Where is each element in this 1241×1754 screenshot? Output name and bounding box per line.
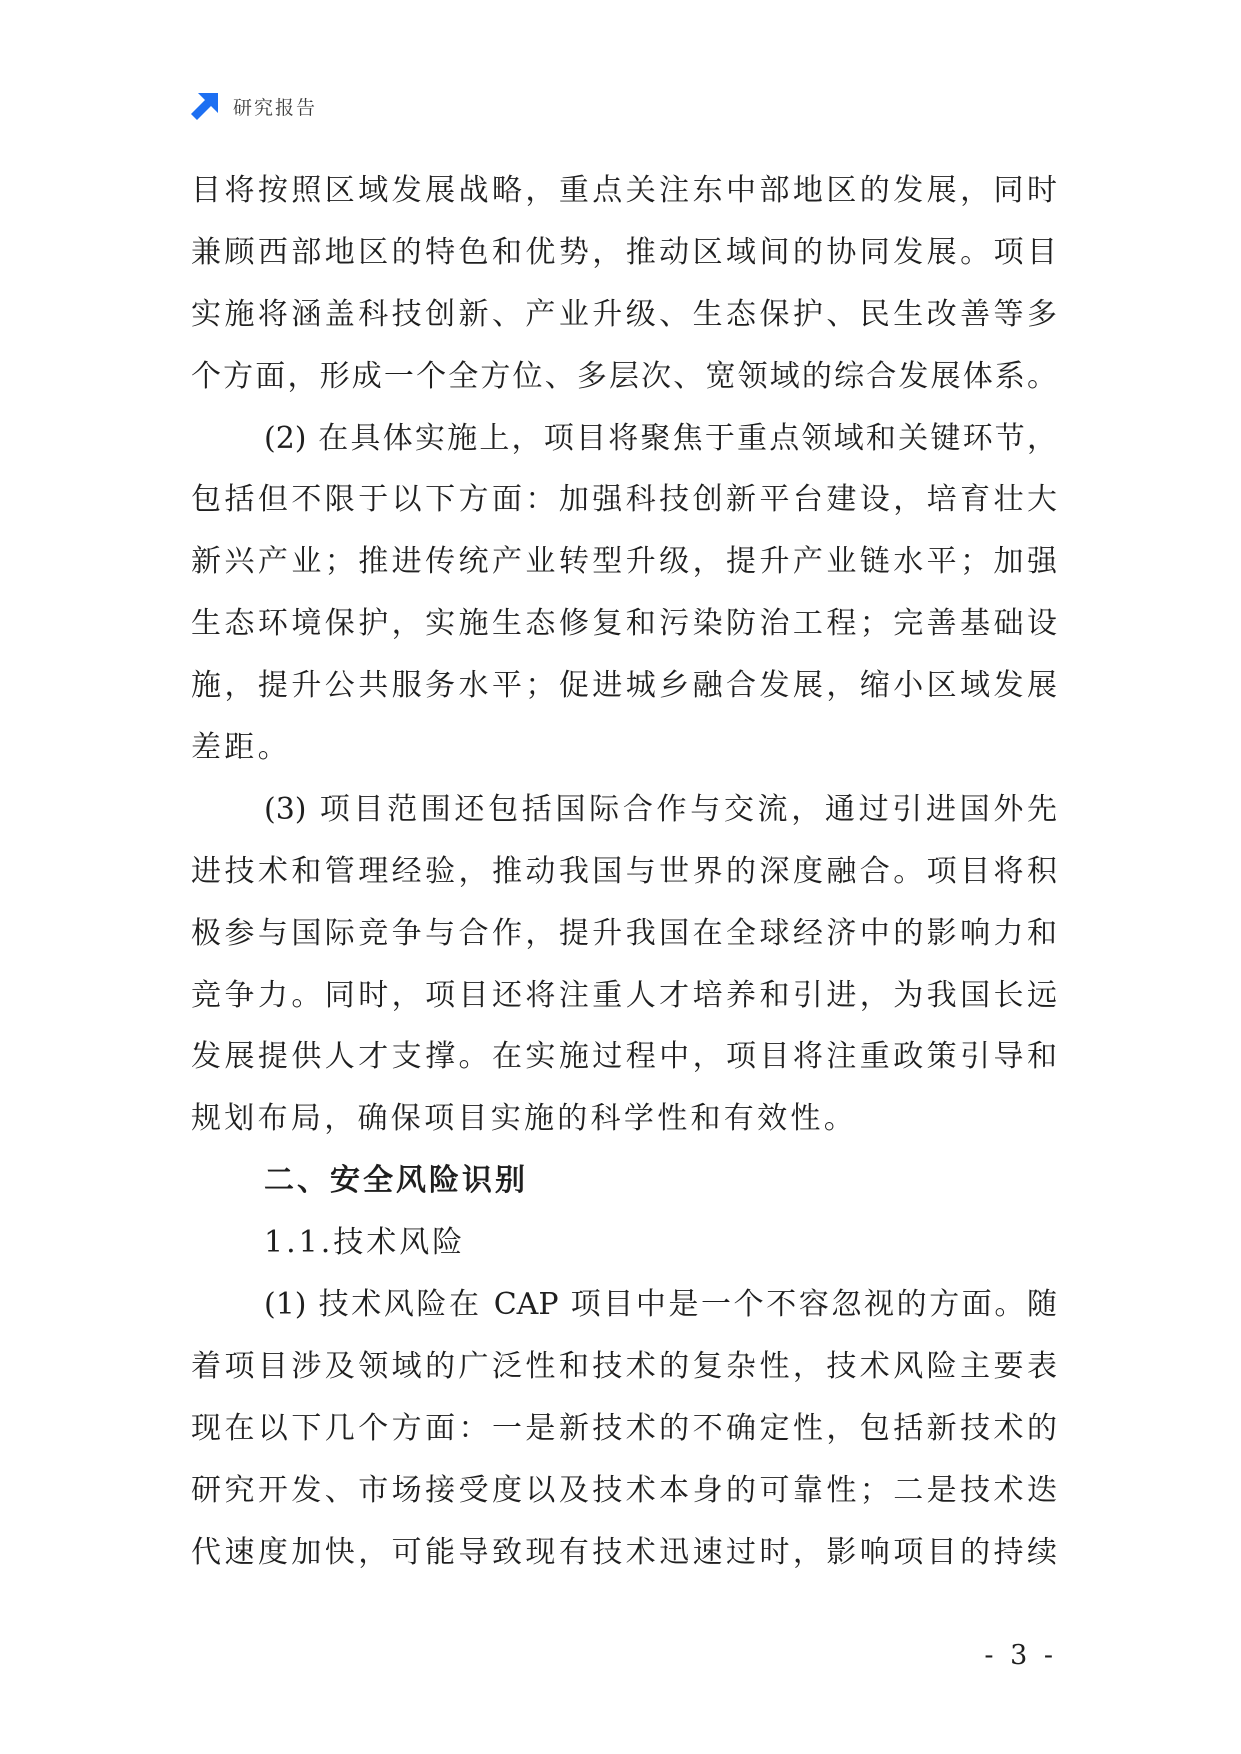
text-line: 施，提升公共服务水平；促进城乡融合发展，缩小区域发展 <box>191 668 1057 704</box>
text-line: 现在以下几个方面：一是新技术的不确定性，包括新技术的 <box>191 1410 1057 1446</box>
text-line: (1) 技术风险在 CAP 项目中是一个不容忽视的方面。随 <box>264 1287 1057 1323</box>
arrow-up-right-icon <box>189 90 221 122</box>
text-line: (3) 项目范围还包括国际合作与交流，通过引进国外先 <box>264 791 1057 827</box>
subsection-heading <box>191 1212 1057 1274</box>
text-line: 着项目涉及领域的广泛性和技术的复杂性，技术风险主要表 <box>191 1348 1057 1384</box>
text-line: 差距。 <box>191 730 291 766</box>
body-text <box>191 160 1057 1583</box>
text-line: 极参与国际竞争与合作，提升我国在全球经济中的影响力和 <box>191 915 1057 951</box>
report-type-label: 研究报告 <box>233 96 318 119</box>
text-line: 规划布局，确保项目实施的科学性和有效性。 <box>191 1101 857 1137</box>
paragraph <box>191 408 1057 779</box>
text-line: 新兴产业；推进传统产业转型升级，提升产业链水平；加强 <box>191 544 1057 580</box>
text-line: 发展提供人才支撑。在实施过程中，项目将注重政策引导和 <box>191 1039 1057 1075</box>
logo-arrow-shape <box>191 93 218 120</box>
paragraph <box>191 1274 1057 1583</box>
text-line: 竞争力。同时，项目还将注重人才培养和引进，为我国长远 <box>191 977 1057 1013</box>
paragraph <box>191 779 1057 1150</box>
text-line: 实施将涵盖科技创新、产业升级、生态保护、民生改善等多 <box>191 296 1057 332</box>
text-line: 二、安全风险识别 <box>264 1163 528 1199</box>
report-header <box>189 89 317 123</box>
text-line: 生态环境保护，实施生态修复和污染防治工程；完善基础设 <box>191 606 1057 642</box>
text-line: 目将按照区域发展战略，重点关注东中部地区的发展，同时 <box>191 173 1057 208</box>
text-line: 代速度加快，可能导致现有技术迅速过时，影响项目的持续 <box>191 1534 1057 1570</box>
paragraph <box>191 160 1057 408</box>
text-line: (2) 在具体实施上，项目将聚焦于重点领域和关键环节， <box>264 420 1057 456</box>
text-line: 1.1.技术风险 <box>264 1225 466 1261</box>
text-line: 兼顾西部地区的特色和优势，推动区域间的协同发展。项目 <box>191 234 1057 270</box>
text-line: 个方面，形成一个全方位、多层次、宽领域的综合发展体系。 <box>191 358 1057 394</box>
page-number: - 3 - <box>984 1640 1057 1671</box>
text-line: 包括但不限于以下方面：加强科技创新平台建设，培育壮大 <box>191 482 1057 518</box>
section-heading <box>191 1150 1057 1212</box>
text-line: 研究开发、市场接受度以及技术本身的可靠性；二是技术迭 <box>191 1472 1057 1508</box>
text-line: 进技术和管理经验，推动我国与世界的深度融合。项目将积 <box>191 853 1057 889</box>
